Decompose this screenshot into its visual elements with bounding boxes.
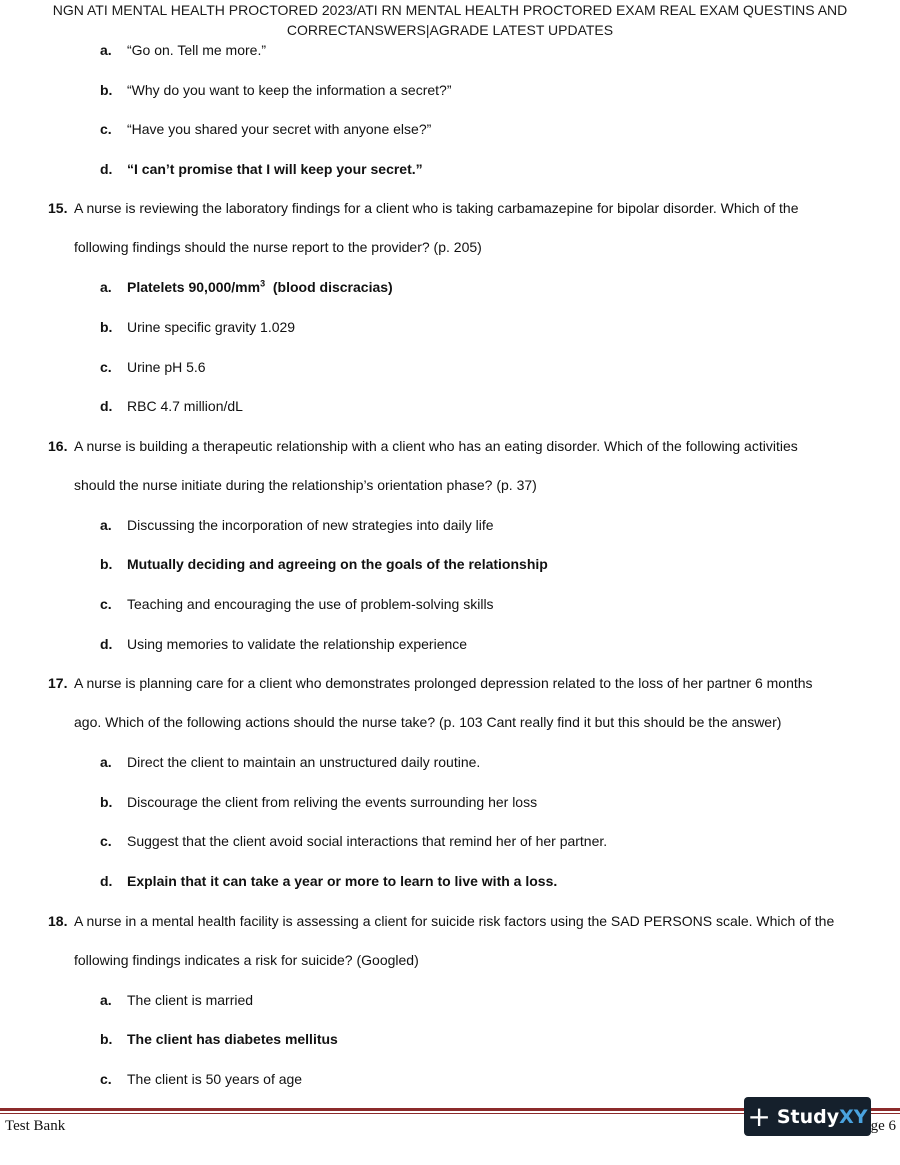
q16-option-b-answer: [0, 546, 900, 586]
q15-option-a-answer: [0, 269, 900, 309]
q17-option-a: [0, 744, 900, 784]
option-text-main: Platelets 90,000/mm: [127, 279, 261, 296]
question-stem-line2: ago. Which of the following actions should the nurse take? (p. 103 Cant really find it but this should be the answer): [74, 714, 782, 731]
q18-option-c: [0, 1061, 900, 1101]
option-text-note: (blood discracias): [265, 279, 393, 296]
footer-label: Test Bank: [5, 1118, 66, 1134]
option-text: “I can’t promise that I will keep your secret.”: [127, 160, 423, 177]
q15-option-c: [0, 349, 900, 389]
option-text: “Why do you want to keep the information a secret?”: [127, 81, 452, 98]
superscript: 3: [260, 278, 266, 289]
q14-option-a: [0, 32, 900, 72]
option-letter: a.: [100, 42, 112, 58]
option-text: Discourage the client from reliving the events surrounding her loss: [127, 793, 538, 810]
plus-icon: +: [747, 1099, 771, 1133]
option-text: Mutually deciding and agreeing on the goals of the relationship: [127, 556, 548, 573]
question-number: 18.: [48, 912, 68, 929]
option-text: Explain that it can take a year or more to learn to live with a loss.: [127, 872, 558, 889]
brand-study: Study: [776, 1105, 840, 1128]
question-stem-line2: following findings should the nurse report to the provider? (p. 205): [74, 239, 482, 256]
header-title-line2: CORRECTANSWERS|AGRADE LATEST UPDATES: [286, 22, 614, 38]
option-letter: b.: [100, 793, 113, 810]
studyxy-badge[interactable]: [744, 1097, 871, 1136]
option-text: “Go on. Tell me more.”: [127, 42, 267, 58]
option-text: [127, 277, 393, 297]
option-letter: d.: [100, 398, 113, 415]
q18-option-b-answer: [0, 1021, 900, 1061]
option-text: RBC 4.7 million/dL: [127, 398, 243, 415]
option-text: Direct the client to maintain an unstructured daily routine.: [127, 754, 481, 771]
q16-option-c: [0, 586, 900, 626]
brand-xy: XY: [839, 1105, 868, 1128]
question-17: [0, 665, 900, 744]
q14-option-c: [0, 111, 900, 151]
q14-option-d-answer: [0, 151, 900, 191]
option-letter: c.: [100, 833, 112, 850]
option-letter: b.: [100, 556, 113, 573]
option-text: Urine specific gravity 1.029: [127, 318, 296, 335]
q17-option-c: [0, 823, 900, 863]
option-letter: a.: [100, 991, 112, 1008]
option-text: Discussing the incorporation of new strategies into daily life: [127, 516, 494, 533]
page-number: ge 6: [870, 1118, 896, 1134]
option-letter: b.: [100, 318, 113, 335]
option-letter: a.: [100, 516, 112, 533]
q14-option-b: [0, 72, 900, 112]
option-text: Teaching and encouraging the use of problem-solving skills: [127, 595, 494, 612]
question-stem-line2: following findings indicates a risk for suicide? (Googled): [74, 951, 419, 968]
q16-option-d: [0, 626, 900, 666]
question-stem-line1: A nurse is building a therapeutic relationship with a client who has an eating disorder. Which of the following activities: [74, 437, 798, 454]
option-letter: a.: [100, 754, 112, 771]
q18-option-a: [0, 982, 900, 1022]
question-stem-line1: A nurse is reviewing the laboratory findings for a client who is taking carbamazepine for bipolar disorder. Which of the: [74, 200, 799, 217]
header-title-line1: NGN ATI MENTAL HEALTH PROCTORED 2023/ATI RN MENTAL HEALTH PROCTORED EXAM REAL EXAM QUESTINS AND: [52, 2, 848, 18]
option-letter: c.: [100, 358, 112, 375]
q17-option-d-answer: [0, 863, 900, 903]
question-stem-line2: should the nurse initiate during the relationship’s orientation phase? (p. 37): [74, 476, 537, 493]
option-letter: c.: [100, 1070, 112, 1087]
option-letter: a.: [100, 279, 112, 296]
q17-option-b: [0, 784, 900, 824]
question-number: 17.: [48, 675, 68, 692]
option-letter: c.: [100, 595, 112, 612]
question-stem-line1: A nurse is planning care for a client who demonstrates prolonged depression related to the loss of her partner 6 months: [74, 675, 813, 692]
option-letter: c.: [100, 121, 112, 138]
q16-option-a: [0, 507, 900, 547]
document-body: [0, 32, 900, 1100]
q15-option-b: [0, 309, 900, 349]
question-18: [0, 903, 900, 982]
option-text: Suggest that the client avoid social interactions that remind her of her partner.: [127, 833, 608, 850]
option-text: Using memories to validate the relationship experience: [127, 635, 468, 652]
option-letter: d.: [100, 635, 113, 652]
option-letter: d.: [100, 160, 113, 177]
question-number: 16.: [48, 437, 68, 454]
option-text: The client has diabetes mellitus: [127, 1031, 338, 1048]
option-text: The client is married: [127, 991, 254, 1008]
question-15: [0, 190, 900, 269]
option-text: “Have you shared your secret with anyone else?”: [127, 121, 432, 138]
question-stem-line1: A nurse in a mental health facility is assessing a client for suicide risk factors using the SAD PERSONS scale. Which of the: [74, 912, 835, 929]
option-letter: b.: [100, 1031, 113, 1048]
question-16: [0, 428, 900, 507]
option-letter: d.: [100, 872, 113, 889]
question-number: 15.: [48, 200, 68, 217]
option-text: Urine pH 5.6: [127, 358, 206, 375]
q15-option-d: [0, 388, 900, 428]
option-letter: b.: [100, 81, 113, 98]
option-text: The client is 50 years of age: [127, 1070, 303, 1087]
studyxy-logo-text: [777, 1106, 868, 1128]
